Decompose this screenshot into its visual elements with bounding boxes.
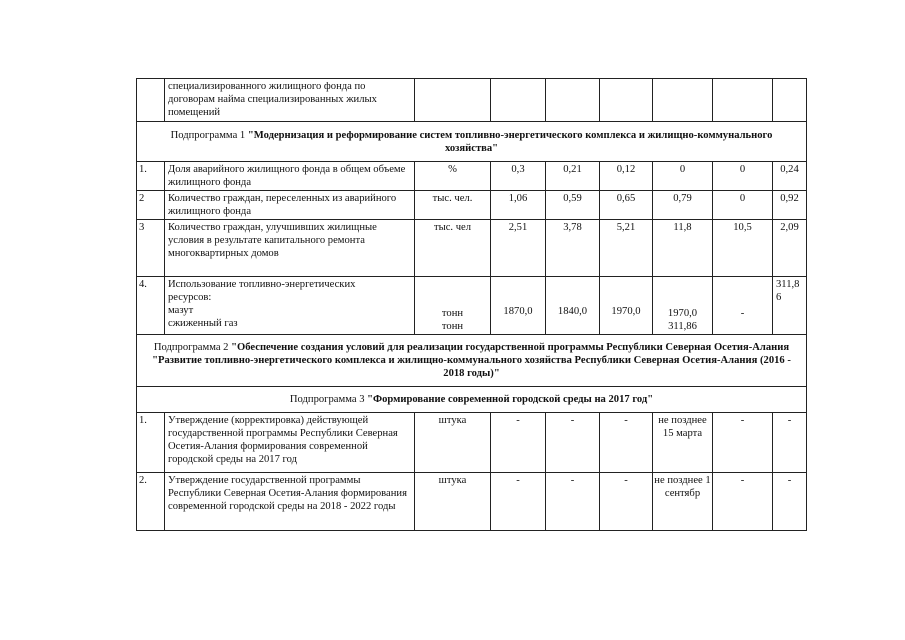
value-cell <box>600 79 653 122</box>
value-cell <box>653 277 713 335</box>
value-line: 311,86 <box>668 321 697 332</box>
value-cell: 0 <box>713 191 773 220</box>
row-number: 2. <box>137 473 165 531</box>
unit-cell: штука <box>415 413 491 473</box>
value-cell: 0 <box>713 162 773 191</box>
row-number: 4. <box>137 277 165 335</box>
indicator-name: Утверждение государственной программы Республики Северная Осетия-Алания формирования современной городской среды на 2018 - 2022 годы <box>165 473 415 531</box>
value-cell: - <box>546 413 600 473</box>
indicator-name: специализированного жилищного фонда по договорам найма специализированных жилых помещений <box>165 79 415 122</box>
value-cell: 1970,0 <box>600 277 653 335</box>
value-cell: 5,21 <box>600 220 653 277</box>
value-cell: 3,78 <box>546 220 600 277</box>
value-cell: 1,06 <box>491 191 546 220</box>
value-cell: - <box>600 473 653 531</box>
table-row <box>137 473 807 531</box>
value-cell: 2,51 <box>491 220 546 277</box>
indicator-name: Доля аварийного жилищного фонда в общем объеме жилищного фонда <box>165 162 415 191</box>
table-body <box>137 79 807 531</box>
value-cell: 10,5 <box>713 220 773 277</box>
value-cell: 0 <box>653 162 713 191</box>
unit-line: тонн <box>441 321 464 332</box>
value-cell: 0,12 <box>600 162 653 191</box>
subprogram-name: "Обеспечение создания условий для реализации государственной программы Республики Северная Осетия-Алания "Развитие топливно-энергетического комплекса и жилищно-коммунального хозяйства Республики Северная Осетия-Алания (2016 - 2018 годы)" <box>152 342 791 379</box>
value-cell: 0,21 <box>546 162 600 191</box>
value-cell: - <box>713 413 773 473</box>
value-cell: - <box>713 473 773 531</box>
indicator-name: Утверждение (корректировка) действующей государственной программы Республики Северная Осетия-Алания формирования современной городской среды на 2017 год <box>165 413 415 473</box>
value-cell-last: - <box>773 413 807 473</box>
value-cell: 0,79 <box>653 191 713 220</box>
subprogram-label: Подпрограмма 2 <box>153 342 232 353</box>
row-number <box>137 79 165 122</box>
value-cell: не позднее 1 сентябр <box>653 473 713 531</box>
subprogram-title <box>137 387 807 413</box>
value-cell: - <box>546 473 600 531</box>
unit-cell: тыс. чел. <box>415 191 491 220</box>
subprogram-header-row <box>137 122 807 162</box>
indicator-name-line: Использование топливно-энергетических <box>168 279 356 290</box>
indicator-name-line: мазут <box>168 305 194 316</box>
value-cell-last: 0,24 <box>773 162 807 191</box>
value-cell: - <box>491 413 546 473</box>
indicator-name: Количество граждан, улучшивших жилищные условия в результате капитального ремонта многоквартирных домов <box>165 220 415 277</box>
row-number: 1. <box>137 413 165 473</box>
indicator-name-line: сжиженный газ <box>168 318 238 329</box>
subprogram-name: "Формирование современной городской среды на 2017 год" <box>367 394 654 405</box>
subprogram-title <box>137 335 807 387</box>
table-row <box>137 162 807 191</box>
indicator-name <box>165 277 415 335</box>
value-cell-last: - <box>773 473 807 531</box>
table-row <box>137 413 807 473</box>
table-row <box>137 277 807 335</box>
unit-line: тонн <box>441 308 464 319</box>
table-row <box>137 79 807 122</box>
value-cell: 0,65 <box>600 191 653 220</box>
row-number: 3 <box>137 220 165 277</box>
value-cell <box>491 79 546 122</box>
unit-cell: штука <box>415 473 491 531</box>
value-cell <box>773 79 807 122</box>
table-row <box>137 191 807 220</box>
value-cell <box>713 79 773 122</box>
value-cell: 11,8 <box>653 220 713 277</box>
value-cell: - <box>600 413 653 473</box>
unit-cell: % <box>415 162 491 191</box>
indicators-table <box>136 78 807 531</box>
unit-cell <box>415 277 491 335</box>
table-row <box>137 220 807 277</box>
value-cell: 0,3 <box>491 162 546 191</box>
indicator-name: Количество граждан, переселенных из аварийного жилищного фонда <box>165 191 415 220</box>
value-cell: 1840,0 <box>546 277 600 335</box>
row-number: 1. <box>137 162 165 191</box>
subprogram-header-row <box>137 335 807 387</box>
value-cell-last: 0,92 <box>773 191 807 220</box>
value-cell: - <box>713 277 773 335</box>
value-cell-last: 2,09 <box>773 220 807 277</box>
value-cell <box>653 79 713 122</box>
unit-cell: тыс. чел <box>415 220 491 277</box>
subprogram-title <box>137 122 807 162</box>
indicator-name-line: ресурсов: <box>168 292 212 303</box>
value-cell <box>546 79 600 122</box>
subprogram-label: Подпрограмма 1 <box>170 129 248 141</box>
value-cell-last: 311,8 6 <box>773 277 807 335</box>
value-cell: 1870,0 <box>491 277 546 335</box>
subprogram-header-row <box>137 387 807 413</box>
subprogram-name: "Модернизация и реформирование систем топливно-энергетического комплекса и жилищно-коммунального хозяйства" <box>247 129 773 154</box>
value-cell: не позднее 15 марта <box>653 413 713 473</box>
subprogram-label: Подпрограмма 3 <box>289 394 368 405</box>
unit-cell <box>415 79 491 122</box>
value-line: 1970,0 <box>667 308 698 319</box>
value-cell: 0,59 <box>546 191 600 220</box>
value-cell: - <box>491 473 546 531</box>
row-number: 2 <box>137 191 165 220</box>
